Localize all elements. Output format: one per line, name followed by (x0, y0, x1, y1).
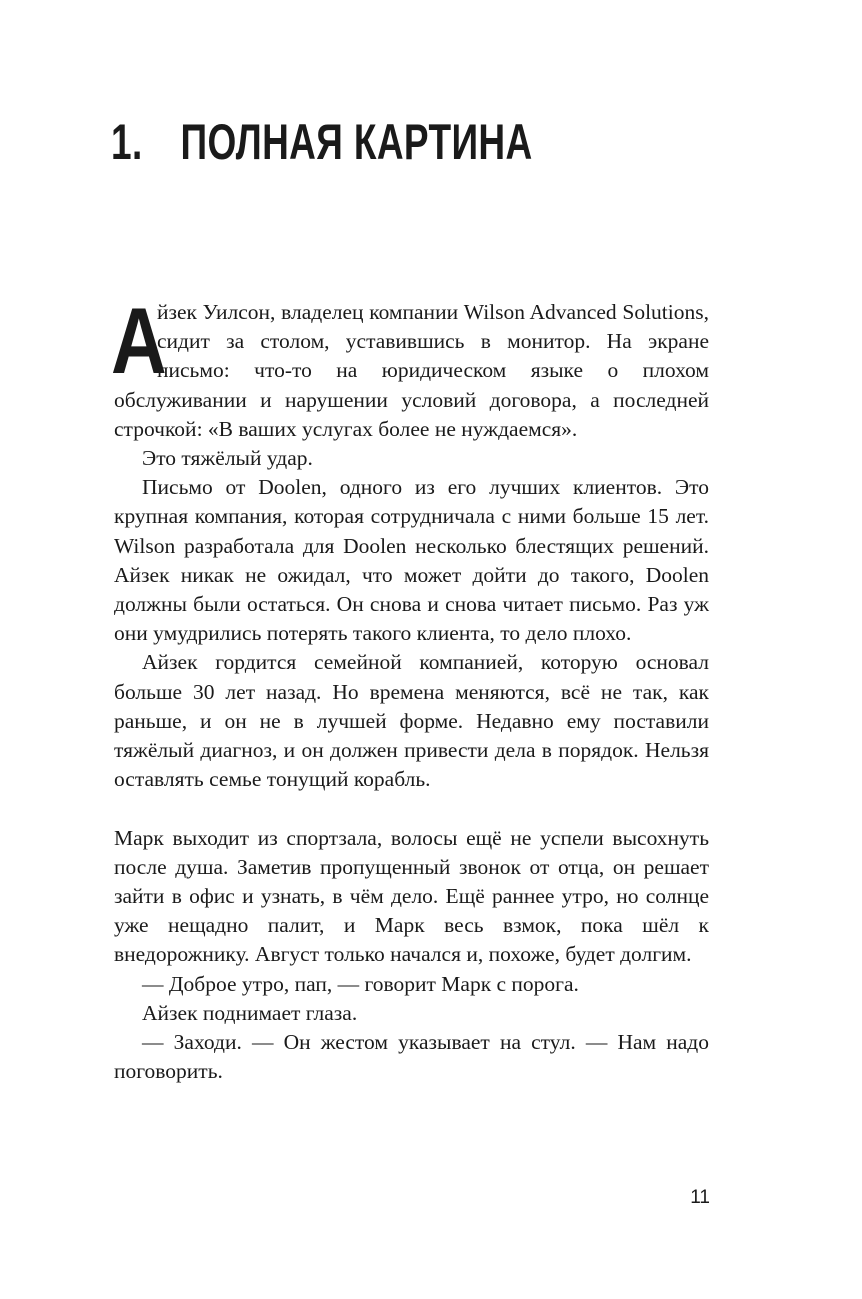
paragraph: Марк выходит из спортзала, волосы ещё не успели высохнуть после душа. Заметив пропущенный звонок от отца, он решает зайти в офис и узнать, в чём дело. Ещё раннее утро, но солнце уже нещадно палит, и Марк весь взмок, пока шёл к внедорожнику. Август только начался и, похоже, будет долгим. (114, 825, 709, 967)
chapter-body (111, 288, 709, 1086)
paragraph (111, 288, 709, 444)
paragraph: Айзек гордится семейной компанией, которую основал больше 30 лет назад. Но времена меняются, всё не так, как раньше, и он не в лучшей форме. Недавно ему поставили тяжёлый диагноз, и он должен привести дела в порядок. Нельзя оставлять семье тонущий корабль. (114, 650, 709, 792)
paragraph-text: йзек Уилсон, владелец компании Wilson Advanced Solutions, сидит за столом, уставившись в монитор. На экране письмо: что-то на юридическом языке о плохом обслуживании и нарушении условий договора, а последней строчкой: «В ваших услугах более не нуждаемся». (114, 300, 709, 441)
page-number: 11 (690, 1187, 710, 1208)
paragraph: — Заходи. — Он жестом указывает на стул. — Нам надо поговорить. (114, 1030, 709, 1084)
chapter-number: 1. (111, 114, 143, 170)
paragraph: Айзек поднимает глаза. (142, 1000, 358, 1025)
drop-cap: А (111, 288, 167, 393)
paragraph: Письмо от Doolen, одного из его лучших клиентов. Это крупная компания, которая сотрудничала с ними больше 15 лет. Wilson разработала для Doolen несколько блестящих решений. Айзек никак не ожидал, что может дойти до такого, Doolen должны были остаться. Он снова и снова читает письмо. Раз уж они умудрились потерять такого клиента, то дело плохо. (114, 475, 709, 646)
paragraph: — Доброе утро, пап, — говорит Марк с порога. (142, 971, 579, 996)
paragraph: Это тяжёлый удар. (142, 446, 313, 471)
chapter-title-text: ПОЛНАЯ КАРТИНА (180, 114, 533, 170)
chapter-title (111, 112, 533, 172)
